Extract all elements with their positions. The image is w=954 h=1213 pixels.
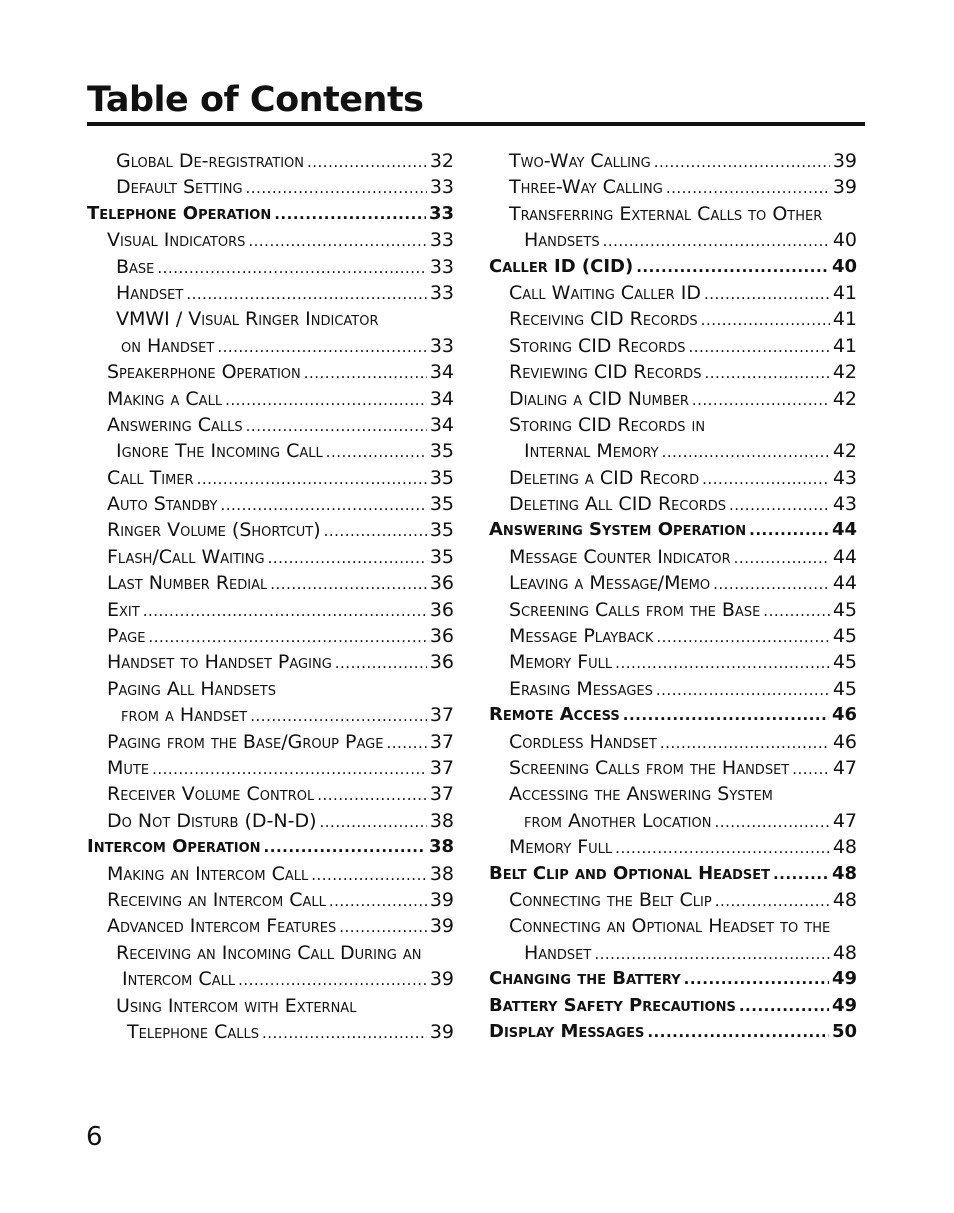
dot-leader xyxy=(654,148,830,175)
dot-leader xyxy=(615,649,830,676)
dot-leader xyxy=(317,781,427,808)
toc-entry-page: 48 xyxy=(832,941,857,964)
toc-entry-title: Answering System Operation xyxy=(489,519,747,541)
dot-leader xyxy=(704,280,830,307)
toc-entry xyxy=(489,993,857,1019)
toc-entry xyxy=(87,280,454,306)
dot-leader xyxy=(660,729,830,756)
toc-entry-page: 45 xyxy=(832,598,857,621)
dot-leader xyxy=(197,465,427,492)
dot-leader xyxy=(320,808,427,835)
toc-entry xyxy=(87,465,454,491)
toc-entry-page: 39 xyxy=(429,915,454,938)
toc-entry-title: Answering Calls xyxy=(107,413,243,436)
toc-entry-page: 48 xyxy=(832,888,857,911)
dot-leader xyxy=(702,465,830,492)
toc-entry-title: Mute xyxy=(107,756,150,779)
toc-entry xyxy=(87,517,454,543)
toc-entry-title: Leaving a Message/Memo xyxy=(509,572,711,595)
toc-entry xyxy=(489,227,857,253)
toc-entry-page: 42 xyxy=(832,361,857,384)
toc-entry-page: 45 xyxy=(832,677,857,700)
dot-leader xyxy=(148,623,426,650)
toc-entry xyxy=(87,861,454,887)
toc-entry-title: Receiving CID Records xyxy=(509,308,698,331)
toc-entry-title: Intercom Call xyxy=(122,968,236,991)
dot-leader xyxy=(656,623,829,650)
dot-leader xyxy=(262,1019,427,1046)
toc-entry-title: Default Setting xyxy=(116,176,243,199)
toc-entry-title: Telephone Calls xyxy=(127,1020,259,1043)
toc-entry-title: VMWI / Visual Ringer Indicator xyxy=(116,308,379,331)
toc-entry xyxy=(87,201,454,227)
toc-entry-page: 47 xyxy=(832,809,857,832)
toc-entry xyxy=(87,966,454,992)
dot-leader xyxy=(704,359,829,386)
toc-entry-title: Internal Memory xyxy=(524,440,659,463)
dot-leader xyxy=(246,174,427,201)
toc-entry-page: 50 xyxy=(831,1020,857,1042)
toc-entry-page: 49 xyxy=(831,994,857,1016)
toc-entry-page: 32 xyxy=(429,150,454,172)
toc-entry xyxy=(489,412,857,438)
toc-entry-page: 39 xyxy=(429,968,454,991)
toc-entry xyxy=(87,834,454,860)
toc-entry-title: Storing CID Records xyxy=(509,334,686,357)
toc-entry-page: 35 xyxy=(429,466,454,489)
toc-entry-title: Auto Standby xyxy=(107,493,218,516)
toc-entry-page: 33 xyxy=(429,334,454,357)
page-number: 6 xyxy=(86,1122,103,1152)
toc-entry-title: Call Waiting Caller ID xyxy=(509,281,701,304)
toc-entry xyxy=(489,623,857,649)
toc-entry-page: 41 xyxy=(832,308,857,331)
toc-entry-title: Memory Full xyxy=(509,651,613,674)
toc-entry-title: Receiving an Intercom Call xyxy=(107,888,326,911)
toc-entry-page: 35 xyxy=(429,440,454,463)
dot-leader xyxy=(763,597,830,624)
toc-entry-title: Ringer Volume (Shortcut) xyxy=(107,519,321,542)
toc-entry-title: Three-Way Calling xyxy=(509,176,663,199)
dot-leader xyxy=(739,993,829,1019)
toc-entry-title: Call Timer xyxy=(107,466,194,489)
toc-entry-page: 36 xyxy=(429,572,454,595)
toc-entry xyxy=(87,940,454,966)
toc-entry-page: 42 xyxy=(832,387,857,410)
dot-leader xyxy=(684,966,829,992)
dot-leader xyxy=(339,913,427,940)
toc-entry-title: Page xyxy=(107,625,146,648)
toc-entry xyxy=(87,174,454,200)
dot-leader xyxy=(623,702,829,728)
toc-entry-page: 35 xyxy=(429,545,454,568)
toc-entry-title: Remote Access xyxy=(489,704,620,726)
toc-entry xyxy=(489,306,857,332)
toc-entry-title: Connecting an Optional Headset to the xyxy=(509,915,831,938)
toc-entry-title: Flash/Call Waiting xyxy=(107,545,265,568)
toc-entry xyxy=(87,227,454,253)
toc-entry-page: 33 xyxy=(429,255,454,278)
toc-entry xyxy=(489,755,857,781)
toc-entry-title: Cordless Handset xyxy=(509,730,657,753)
dot-leader xyxy=(666,174,830,201)
toc-entry-title: Deleting a CID Record xyxy=(509,466,700,489)
toc-entry xyxy=(489,808,857,834)
toc-entry xyxy=(87,333,454,359)
dot-leader xyxy=(715,887,830,914)
toc-entry-page: 48 xyxy=(832,836,857,859)
toc-entry xyxy=(489,861,857,887)
dot-leader xyxy=(274,201,426,227)
toc-entry-title: Exit xyxy=(107,598,140,621)
dot-leader xyxy=(225,386,427,413)
toc-entry-title: Dialing a CID Number xyxy=(509,387,689,410)
toc-entry-title: Base xyxy=(116,255,155,278)
toc-entry-page: 45 xyxy=(832,625,857,648)
toc-entry-title: Reviewing CID Records xyxy=(509,361,702,384)
toc-entry xyxy=(489,491,857,517)
toc-entry-title: Making a Call xyxy=(107,387,223,410)
toc-entry-title: Caller ID (CID) xyxy=(489,255,634,277)
toc-entry xyxy=(489,649,857,675)
toc-entry xyxy=(87,570,454,596)
toc-entry-page: 34 xyxy=(429,413,454,436)
toc-entry-title: on Handset xyxy=(121,334,215,357)
toc-entry xyxy=(87,781,454,807)
toc-entry xyxy=(489,359,857,385)
toc-entry-page: 39 xyxy=(429,888,454,911)
dot-leader xyxy=(329,887,427,914)
dot-leader xyxy=(773,861,829,887)
dot-leader xyxy=(386,729,426,756)
toc-entry-title: Handset to Handset Paging xyxy=(107,651,332,674)
toc-entry xyxy=(489,676,857,702)
dot-leader xyxy=(594,940,829,967)
toc-entry-title: Advanced Intercom Features xyxy=(107,915,337,938)
dot-leader xyxy=(734,544,830,571)
toc-entry xyxy=(87,887,454,913)
toc-entry xyxy=(489,280,857,306)
toc-entry-page: 33 xyxy=(429,281,454,304)
dot-leader xyxy=(246,412,427,439)
toc-entry-title: Screening Calls from the Base xyxy=(509,598,761,621)
toc-entry-page: 44 xyxy=(832,572,857,595)
toc-entry xyxy=(87,729,454,755)
dot-leader xyxy=(749,517,829,543)
toc-entry-title: Handsets xyxy=(524,229,600,252)
dot-leader xyxy=(701,306,830,333)
dot-leader xyxy=(152,755,427,782)
toc-entry-page: 37 xyxy=(429,783,454,806)
toc-entry xyxy=(489,887,857,913)
toc-entry-page: 43 xyxy=(832,493,857,516)
toc-entry-page: 36 xyxy=(429,598,454,621)
dot-leader xyxy=(217,333,426,360)
toc-entry xyxy=(489,702,857,728)
dot-leader xyxy=(792,755,830,782)
toc-entry xyxy=(87,623,454,649)
toc-entry xyxy=(87,993,454,1019)
toc-entry xyxy=(489,597,857,623)
toc-entry-title: Paging from the Base/Group Page xyxy=(107,730,384,753)
toc-entry-title: Storing CID Records in xyxy=(509,413,706,436)
toc-entry-page: 43 xyxy=(832,466,857,489)
toc-entry xyxy=(489,781,857,807)
toc-entry xyxy=(87,702,454,728)
toc-entry-page: 46 xyxy=(831,704,857,726)
toc-entry xyxy=(489,570,857,596)
toc-entry-title: Battery Safety Precautions xyxy=(489,994,736,1016)
toc-entry-title: Global De-registration xyxy=(116,150,304,172)
toc-entry-page: 38 xyxy=(429,862,454,885)
dot-leader xyxy=(270,570,427,597)
toc-entry-title: Do Not Disturb (D-N-D) xyxy=(107,809,317,832)
toc-entry xyxy=(87,1019,454,1045)
toc-entry xyxy=(489,201,857,227)
toc-entry-title: Intercom Operation xyxy=(87,836,261,858)
toc-entry-title: Changing the Battery xyxy=(489,968,681,990)
toc-entry xyxy=(87,412,454,438)
toc-entry-page: 40 xyxy=(832,229,857,252)
page-title: Table of Contents xyxy=(87,80,424,120)
toc-entry xyxy=(489,834,857,860)
toc-entry-page: 37 xyxy=(429,704,454,727)
dot-leader xyxy=(647,1019,829,1045)
toc-entry xyxy=(489,438,857,464)
toc-entry xyxy=(87,438,454,464)
dot-leader xyxy=(326,438,427,465)
toc-entry-page: 41 xyxy=(832,334,857,357)
dot-leader xyxy=(689,333,830,360)
toc-entry-page: 44 xyxy=(831,519,857,541)
toc-entry xyxy=(489,465,857,491)
toc-entry-title: Last Number Redial xyxy=(107,572,268,595)
toc-entry-page: 46 xyxy=(832,730,857,753)
toc-entry-page: 47 xyxy=(832,756,857,779)
toc-entry-page: 39 xyxy=(429,1020,454,1043)
toc-entry-title: Screening Calls from the Handset xyxy=(509,756,790,779)
toc-entry-title: Two-Way Calling xyxy=(509,150,651,172)
toc-entry xyxy=(489,544,857,570)
toc-entry-page: 48 xyxy=(831,862,857,884)
dot-leader xyxy=(157,254,426,281)
toc-entry-title: Paging All Handsets xyxy=(107,677,276,700)
toc-entry xyxy=(489,966,857,992)
title-rule xyxy=(87,122,865,126)
toc-entry xyxy=(489,386,857,412)
toc-entry-page: 36 xyxy=(429,625,454,648)
toc-entry-title: Visual Indicators xyxy=(107,229,246,252)
toc-entry xyxy=(87,386,454,412)
toc-entry-title: from Another Location xyxy=(524,809,712,832)
toc-entry-title: Transferring External Calls to Other xyxy=(509,202,823,225)
dot-leader xyxy=(221,491,427,518)
dot-leader xyxy=(307,148,427,175)
toc-entry-title: Deleting All CID Records xyxy=(509,493,726,516)
toc-entry-title: Message Playback xyxy=(509,625,654,648)
toc-entry xyxy=(87,359,454,385)
toc-entry xyxy=(87,755,454,781)
toc-entry-title: Receiver Volume Control xyxy=(107,783,315,806)
toc-entry-title: Belt Clip and Optional Headset xyxy=(489,862,770,884)
dot-leader xyxy=(186,280,426,307)
toc-entry-title: Memory Full xyxy=(509,836,613,859)
dot-leader xyxy=(713,570,830,597)
toc-entry-page: 38 xyxy=(428,836,454,858)
toc-entry xyxy=(87,913,454,939)
toc-entry-page: 38 xyxy=(429,809,454,832)
toc-entry-title: Connecting the Belt Clip xyxy=(509,888,712,911)
toc-entry-page: 40 xyxy=(831,255,857,277)
dot-leader xyxy=(268,544,427,571)
toc-entry xyxy=(489,254,857,280)
dot-leader xyxy=(248,227,426,254)
toc-right-column xyxy=(489,148,857,1045)
dot-leader xyxy=(729,491,830,518)
toc-entry xyxy=(87,544,454,570)
toc-entry xyxy=(87,808,454,834)
dot-leader xyxy=(335,649,427,676)
toc-entry xyxy=(87,254,454,280)
toc-left-column xyxy=(87,148,454,1045)
toc-entry-page: 36 xyxy=(429,651,454,674)
dot-leader xyxy=(656,676,830,703)
toc-entry xyxy=(87,491,454,517)
toc-entry xyxy=(489,174,857,200)
toc-entry-page: 37 xyxy=(429,730,454,753)
toc-entry xyxy=(489,940,857,966)
toc-entry xyxy=(489,913,857,939)
toc-entry-title: Telephone Operation xyxy=(87,202,272,224)
toc-entry-title: Making an Intercom Call xyxy=(107,862,309,885)
toc-entry-title: from a Handset xyxy=(121,704,248,727)
toc-entry xyxy=(87,649,454,675)
toc-entry-title: Receiving an Incoming Call During an xyxy=(116,941,422,964)
dot-leader xyxy=(615,834,830,861)
toc-entry-title: Erasing Messages xyxy=(509,677,653,700)
toc-entry xyxy=(87,597,454,623)
dot-leader xyxy=(692,386,830,413)
dot-leader xyxy=(636,254,829,280)
toc-entry-page: 45 xyxy=(832,651,857,674)
dot-leader xyxy=(250,702,427,729)
toc-entry xyxy=(489,517,857,543)
toc-entry-page: 33 xyxy=(429,176,454,199)
dot-leader xyxy=(714,808,829,835)
toc-entry-page: 33 xyxy=(429,229,454,252)
toc-entry-page: 39 xyxy=(832,150,857,172)
toc-entry-page: 34 xyxy=(429,361,454,384)
toc-entry-page: 42 xyxy=(832,440,857,463)
toc-entry-title: Speakerphone Operation xyxy=(107,361,301,384)
toc-entry-page: 44 xyxy=(832,545,857,568)
dot-leader xyxy=(304,359,427,386)
toc-entry-page: 39 xyxy=(832,176,857,199)
toc-entry-page: 33 xyxy=(428,202,454,224)
toc-entry-title: Message Counter Indicator xyxy=(509,545,731,568)
toc-entry xyxy=(87,676,454,702)
toc-entry xyxy=(489,1019,857,1045)
toc-entry-title: Ignore The Incoming Call xyxy=(116,440,323,463)
toc-entry xyxy=(489,729,857,755)
toc-entry-page: 35 xyxy=(429,493,454,516)
dot-leader xyxy=(324,517,427,544)
dot-leader xyxy=(311,861,427,888)
dot-leader xyxy=(603,227,830,254)
dot-leader xyxy=(662,438,830,465)
toc-entry xyxy=(489,333,857,359)
toc-entry xyxy=(489,148,857,174)
toc-entry-title: Handset xyxy=(524,941,592,964)
toc-entry-title: Accessing the Answering System xyxy=(509,783,773,806)
toc-entry xyxy=(87,306,454,332)
dot-leader xyxy=(143,597,427,624)
toc-entry xyxy=(87,148,454,174)
dot-leader xyxy=(264,834,426,860)
dot-leader xyxy=(238,966,427,993)
toc-entry-title: Handset xyxy=(116,281,184,304)
toc-entry-page: 49 xyxy=(831,968,857,990)
toc-entry-page: 35 xyxy=(429,519,454,542)
toc-entry-title: Display Messages xyxy=(489,1020,645,1042)
toc-entry-title: Using Intercom with External xyxy=(116,994,357,1017)
toc-entry-page: 37 xyxy=(429,756,454,779)
toc-entry-page: 34 xyxy=(429,387,454,410)
toc-entry-page: 41 xyxy=(832,281,857,304)
